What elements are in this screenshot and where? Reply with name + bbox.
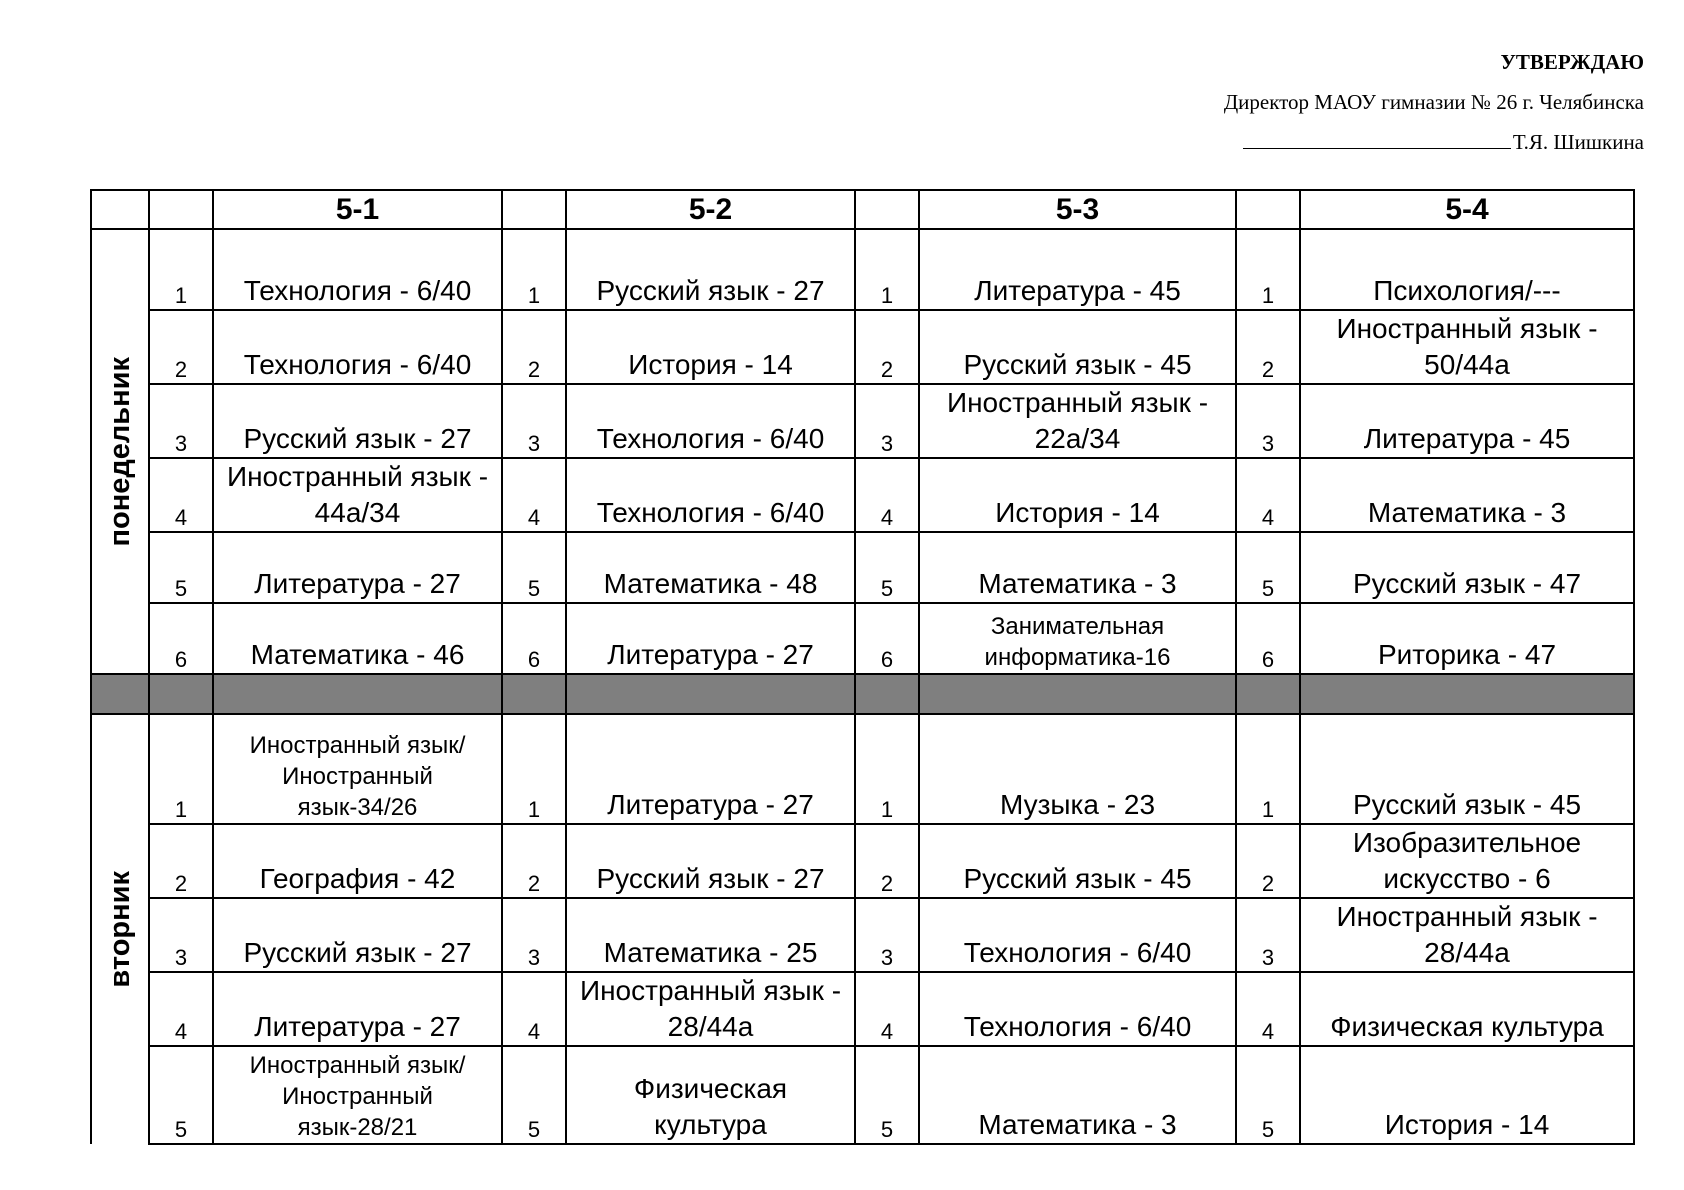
lesson-number: 4 bbox=[1236, 458, 1300, 532]
header-row bbox=[91, 190, 1634, 229]
lesson-number: 4 bbox=[502, 458, 566, 532]
lesson-row bbox=[91, 532, 1634, 603]
class-header: 5-2 bbox=[566, 190, 855, 229]
header-num-cell bbox=[1236, 190, 1300, 229]
day-label: понедельник bbox=[103, 356, 136, 547]
subject-cell: Иностранный язык - 50/44а bbox=[1300, 310, 1634, 384]
subject-cell: Технология - 6/40 bbox=[213, 310, 502, 384]
subject-cell: Русский язык - 27 bbox=[566, 229, 855, 310]
lesson-number: 2 bbox=[855, 824, 919, 898]
lesson-number: 3 bbox=[855, 384, 919, 458]
day-cell bbox=[91, 229, 149, 674]
lesson-number: 1 bbox=[149, 229, 213, 310]
separator-cell bbox=[91, 674, 149, 714]
lesson-number: 1 bbox=[855, 229, 919, 310]
subject-cell: Изобразительное искусство - 6 bbox=[1300, 824, 1634, 898]
subject-cell: Литература - 27 bbox=[213, 532, 502, 603]
subject-cell: Русский язык - 27 bbox=[213, 384, 502, 458]
lesson-number: 2 bbox=[1236, 310, 1300, 384]
lesson-number: 3 bbox=[149, 384, 213, 458]
subject-cell: Иностранный язык - 44а/34 bbox=[213, 458, 502, 532]
lesson-number: 2 bbox=[149, 824, 213, 898]
signature-line bbox=[1243, 124, 1511, 149]
separator-cell bbox=[919, 674, 1236, 714]
lesson-number: 4 bbox=[502, 972, 566, 1046]
lesson-row bbox=[91, 603, 1634, 674]
subject-cell: Иностранный язык - 22а/34 bbox=[919, 384, 1236, 458]
separator-cell bbox=[213, 674, 502, 714]
lesson-row bbox=[91, 714, 1634, 824]
subject-cell: Математика - 46 bbox=[213, 603, 502, 674]
lesson-number: 5 bbox=[502, 1046, 566, 1144]
day-separator bbox=[91, 674, 1634, 714]
header-num-cell bbox=[149, 190, 213, 229]
lesson-number: 6 bbox=[149, 603, 213, 674]
lesson-number: 3 bbox=[502, 898, 566, 972]
header-empty bbox=[91, 190, 149, 229]
lesson-number: 4 bbox=[1236, 972, 1300, 1046]
lesson-number: 4 bbox=[149, 458, 213, 532]
subject-cell: Математика - 48 bbox=[566, 532, 855, 603]
subject-cell: Технология - 6/40 bbox=[566, 384, 855, 458]
subject-cell: Психология/--- bbox=[1300, 229, 1634, 310]
subject-cell: Занимательная информатика-16 bbox=[919, 603, 1236, 674]
lesson-number: 2 bbox=[855, 310, 919, 384]
subject-cell: Математика - 3 bbox=[919, 532, 1236, 603]
subject-cell: Литература - 27 bbox=[213, 972, 502, 1046]
lesson-number: 3 bbox=[1236, 384, 1300, 458]
lesson-number: 5 bbox=[855, 1046, 919, 1144]
subject-cell: Технология - 6/40 bbox=[213, 229, 502, 310]
lesson-number: 2 bbox=[502, 824, 566, 898]
signature-name: Т.Я. Шишкина bbox=[1512, 130, 1644, 154]
subject-cell: Русский язык - 27 bbox=[213, 898, 502, 972]
lesson-row bbox=[91, 458, 1634, 532]
approval-block bbox=[1224, 42, 1644, 162]
subject-cell: Русский язык - 47 bbox=[1300, 532, 1634, 603]
lesson-number: 5 bbox=[855, 532, 919, 603]
subject-cell: Математика - 3 bbox=[1300, 458, 1634, 532]
lesson-number: 5 bbox=[149, 532, 213, 603]
separator-cell bbox=[855, 674, 919, 714]
lesson-row bbox=[91, 898, 1634, 972]
lesson-number: 2 bbox=[1236, 824, 1300, 898]
lesson-number: 3 bbox=[149, 898, 213, 972]
class-header: 5-1 bbox=[213, 190, 502, 229]
subject-cell: Технология - 6/40 bbox=[566, 458, 855, 532]
approval-signature bbox=[1224, 122, 1644, 162]
subject-cell: Литература - 45 bbox=[919, 229, 1236, 310]
subject-cell: Русский язык - 27 bbox=[566, 824, 855, 898]
class-header: 5-3 bbox=[919, 190, 1236, 229]
day-cell bbox=[91, 714, 149, 1144]
lesson-number: 4 bbox=[855, 972, 919, 1046]
subject-cell: Технология - 6/40 bbox=[919, 972, 1236, 1046]
lesson-number: 3 bbox=[502, 384, 566, 458]
subject-cell: Литература - 45 bbox=[1300, 384, 1634, 458]
separator-cell bbox=[1300, 674, 1634, 714]
subject-cell: Математика - 25 bbox=[566, 898, 855, 972]
subject-cell: Литература - 27 bbox=[566, 714, 855, 824]
subject-cell: Технология - 6/40 bbox=[919, 898, 1236, 972]
lesson-number: 3 bbox=[1236, 898, 1300, 972]
separator-cell bbox=[566, 674, 855, 714]
lesson-number: 5 bbox=[502, 532, 566, 603]
approval-position: Директор МАОУ гимназии № 26 г. Челябинска bbox=[1223, 90, 1644, 114]
day-label: вторник bbox=[103, 871, 136, 988]
lesson-row bbox=[91, 229, 1634, 310]
lesson-number: 1 bbox=[1236, 714, 1300, 824]
lesson-number: 1 bbox=[1236, 229, 1300, 310]
lesson-number: 1 bbox=[502, 229, 566, 310]
subject-cell: Математика - 3 bbox=[919, 1046, 1236, 1144]
subject-cell: Литература - 27 bbox=[566, 603, 855, 674]
lesson-number: 4 bbox=[855, 458, 919, 532]
lesson-number: 6 bbox=[1236, 603, 1300, 674]
schedule-table bbox=[90, 189, 1635, 1145]
lesson-number: 2 bbox=[502, 310, 566, 384]
header-num-cell bbox=[855, 190, 919, 229]
lesson-number: 5 bbox=[149, 1046, 213, 1144]
lesson-number: 6 bbox=[855, 603, 919, 674]
lesson-number: 6 bbox=[502, 603, 566, 674]
subject-cell: География - 42 bbox=[213, 824, 502, 898]
header-num-cell bbox=[502, 190, 566, 229]
subject-cell: Русский язык - 45 bbox=[919, 824, 1236, 898]
subject-cell: История - 14 bbox=[566, 310, 855, 384]
separator-cell bbox=[502, 674, 566, 714]
separator-cell bbox=[1236, 674, 1300, 714]
lesson-row bbox=[91, 1046, 1634, 1144]
subject-cell: Музыка - 23 bbox=[919, 714, 1236, 824]
subject-cell: Иностранный язык/Иностранный язык-34/26 bbox=[213, 714, 502, 824]
lesson-number: 5 bbox=[1236, 1046, 1300, 1144]
lesson-number: 1 bbox=[502, 714, 566, 824]
subject-cell: Русский язык - 45 bbox=[919, 310, 1236, 384]
subject-cell: История - 14 bbox=[919, 458, 1236, 532]
lesson-number: 2 bbox=[149, 310, 213, 384]
lesson-row bbox=[91, 384, 1634, 458]
subject-cell: Физическая культура bbox=[1300, 972, 1634, 1046]
separator-cell bbox=[149, 674, 213, 714]
subject-cell: Иностранный язык - 28/44а bbox=[566, 972, 855, 1046]
subject-cell: Иностранный язык - 28/44а bbox=[1300, 898, 1634, 972]
lesson-row bbox=[91, 310, 1634, 384]
lesson-number: 1 bbox=[149, 714, 213, 824]
lesson-number: 1 bbox=[855, 714, 919, 824]
subject-cell: История - 14 bbox=[1300, 1046, 1634, 1144]
class-header: 5-4 bbox=[1300, 190, 1634, 229]
lesson-number: 3 bbox=[855, 898, 919, 972]
subject-cell: Русский язык - 45 bbox=[1300, 714, 1634, 824]
subject-cell: Иностранный язык/Иностранный язык-28/21 bbox=[213, 1046, 502, 1144]
lesson-number: 5 bbox=[1236, 532, 1300, 603]
lesson-number: 4 bbox=[149, 972, 213, 1046]
subject-cell: Физическая культура bbox=[566, 1046, 855, 1144]
lesson-row bbox=[91, 972, 1634, 1046]
lesson-row bbox=[91, 824, 1634, 898]
approval-title: УТВЕРЖДАЮ bbox=[1500, 50, 1644, 74]
subject-cell: Риторика - 47 bbox=[1300, 603, 1634, 674]
